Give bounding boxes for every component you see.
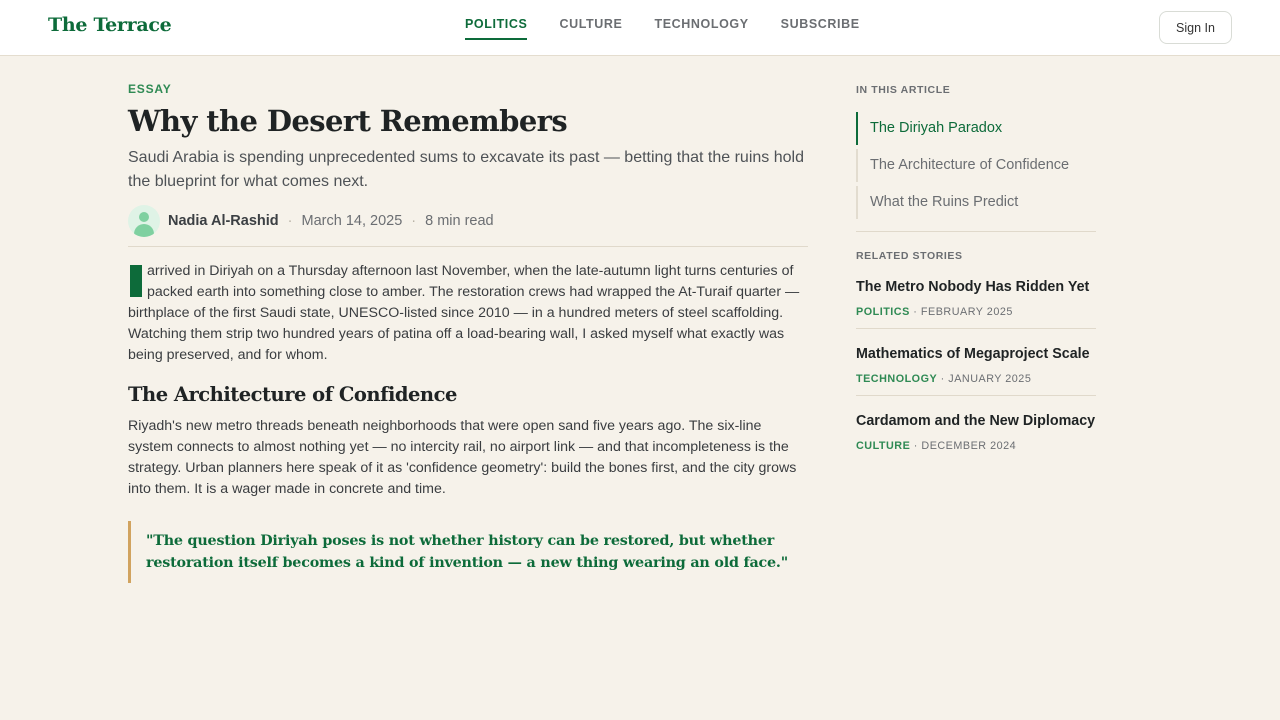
table-of-contents bbox=[856, 112, 1096, 219]
sign-in-button[interactable]: Sign In bbox=[1159, 11, 1232, 44]
byline-separator: · bbox=[411, 213, 417, 229]
related-story-title[interactable]: Cardamom and the New Diplomacy bbox=[856, 413, 1096, 429]
sidebar-divider bbox=[856, 231, 1096, 232]
related-story[interactable] bbox=[856, 262, 1096, 329]
author-name[interactable]: Nadia Al-Rashid bbox=[168, 213, 279, 229]
byline-divider bbox=[128, 246, 808, 247]
related-story-title[interactable]: Mathematics of Megaproject Scale bbox=[856, 346, 1090, 362]
article-paragraph: Riyadh's new metro threads beneath neighborhoods that were open sand five years ago. The six-line system connects to almost nothing yet — no intercity rail, no airport link — and that incompleteness is the strategy. Urban planners here speak of it as 'confidence geometry': build the bones first, and the city grows into them. It is a wager made in concrete and time. bbox=[128, 418, 797, 497]
related-story[interactable] bbox=[856, 329, 1096, 396]
related-story-meta: POLITICS · FEBRUARY 2025 bbox=[856, 306, 1013, 318]
toc-item-what-the-ruins-predict[interactable]: What the Ruins Predict bbox=[856, 186, 1096, 219]
article-kicker: ESSAY bbox=[128, 82, 172, 96]
related-label: RELATED STORIES bbox=[856, 250, 963, 262]
nav-item-subscribe[interactable]: SUBSCRIBE bbox=[780, 17, 860, 31]
related-story-title[interactable]: The Metro Nobody Has Ridden Yet bbox=[856, 279, 1090, 295]
read-time: 8 min read bbox=[425, 213, 494, 229]
article-title: Why the Desert Remembers bbox=[128, 104, 568, 138]
sidebar bbox=[856, 84, 1096, 462]
drop-cap bbox=[130, 265, 142, 297]
related-story-meta: TECHNOLOGY · JANUARY 2025 bbox=[856, 373, 1032, 385]
nav-item-culture[interactable]: CULTURE bbox=[559, 17, 623, 31]
toc-item-diriyah-paradox[interactable]: The Diriyah Paradox bbox=[856, 112, 1096, 145]
main-nav bbox=[465, 0, 860, 56]
top-navigation-bar bbox=[0, 0, 1280, 56]
pull-quote: "The question Diriyah poses is not whether history can be restored, but whether restoration itself becomes a kind of invention — a new thing wearing an old face." bbox=[128, 521, 808, 583]
user-avatar-icon bbox=[128, 205, 160, 237]
related-story-date: JANUARY 2025 bbox=[948, 373, 1032, 385]
byline bbox=[128, 205, 808, 237]
publish-date: March 14, 2025 bbox=[301, 213, 403, 229]
article-paragraph bbox=[128, 261, 808, 366]
related-story-date: DECEMBER 2024 bbox=[921, 440, 1017, 452]
section-heading: The Architecture of Confidence bbox=[128, 383, 457, 406]
related-story-category: CULTURE bbox=[856, 440, 911, 452]
related-story-meta: CULTURE · DECEMBER 2024 bbox=[856, 440, 1017, 452]
toc-label: IN THIS ARTICLE bbox=[856, 84, 951, 96]
related-story[interactable] bbox=[856, 396, 1096, 462]
related-story-category: POLITICS bbox=[856, 306, 910, 318]
toc-item-architecture-of-confidence[interactable]: The Architecture of Confidence bbox=[856, 149, 1096, 182]
byline-separator: · bbox=[287, 213, 293, 229]
paragraph-text: arrived in Diriyah on a Thursday afternoon last November, when the late-autumn light turns centuries of packed earth into something close to amber. The restoration crews had wrapped the At-Turaif quarter — birthplace of the first Saudi state, UNESCO-listed since 2010 — in a hundred meters of steel scaffolding. Watching them strip two hundred years of patina off a load-bearing wall, I asked myself what exactly was being preserved, and for whom. bbox=[128, 263, 800, 363]
related-story-category: TECHNOLOGY bbox=[856, 373, 938, 385]
nav-item-technology[interactable]: TECHNOLOGY bbox=[654, 17, 749, 31]
related-story-date: FEBRUARY 2025 bbox=[920, 306, 1013, 318]
article bbox=[128, 82, 808, 583]
related-stories bbox=[856, 262, 1096, 462]
nav-item-politics[interactable]: POLITICS bbox=[465, 0, 527, 40]
site-logo[interactable]: The Terrace bbox=[48, 14, 172, 36]
article-dek: Saudi Arabia is spending unprecedented sums to excavate its past — betting that the ruins hold the blueprint for what comes next. bbox=[128, 149, 804, 190]
